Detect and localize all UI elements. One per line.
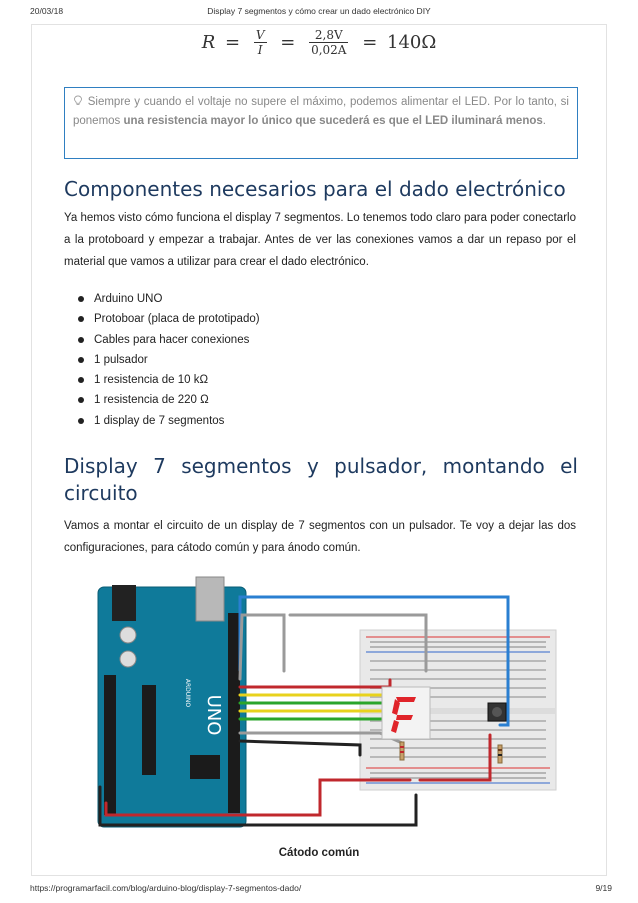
- resistor-220: [400, 742, 404, 760]
- formula-lhs: R: [201, 32, 216, 53]
- formula-frac1-num: V: [255, 28, 265, 42]
- circuit-illustration: [90, 575, 560, 840]
- formula-eq3: =: [362, 32, 378, 53]
- tip-callout: [64, 87, 578, 159]
- figure-caption: Cátodo común: [278, 847, 360, 859]
- section-heading-circuit: Display 7 segmentos y pulsador, montando el circuito: [64, 454, 578, 505]
- list-item: 1 resistencia de 10 kΩ: [64, 370, 260, 390]
- components-list: [64, 289, 260, 431]
- list-item: 1 resistencia de 220 Ω: [64, 390, 260, 410]
- tip-text: Siempre y cuando el voltaje no supere el máximo, podemos alimentar el LED. Por lo tanto, si ponemos: [73, 96, 569, 127]
- seven-segment-display: [382, 687, 430, 739]
- list-item: Protoboar (placa de prototipado): [64, 309, 260, 329]
- formula-fraction-vi: [254, 28, 267, 57]
- board-brand-label: ARDUINO: [184, 678, 191, 708]
- formula-eq2: =: [280, 32, 296, 53]
- print-date: 20/03/18: [30, 6, 64, 16]
- print-doc-title: Display 7 segmentos y cómo crear un dado electrónico DIY: [207, 6, 431, 16]
- list-item: Arduino UNO: [64, 289, 260, 309]
- list-item: Cables para hacer conexiones: [64, 330, 260, 350]
- resistor-10k: [498, 745, 502, 763]
- circuit-paragraph: Vamos a montar el circuito de un display de 7 segmentos con un pulsador. Te voy a dejar las dos configuraciones, para cátodo común y para ánodo común.: [64, 520, 576, 554]
- wire-black-short: [240, 741, 360, 755]
- print-page-number: 9/19: [595, 883, 612, 893]
- components-paragraph: Ya hemos visto cómo funciona el display 7 segmentos. Lo tenemos todo claro para poder conectarlo a la protoboard y empezar a trabajar. Antes de ver las conexiones vamos a dar un repaso por el material que vamos a utilizar para crear el dado electrónico.: [64, 212, 576, 268]
- formula-frac2-den: 0,02A: [311, 43, 347, 57]
- arduino-board: [98, 577, 246, 827]
- lightbulb-icon: [73, 95, 83, 106]
- formula-eq1: =: [225, 32, 241, 53]
- board-model-label: UNO: [203, 694, 224, 736]
- formula-frac1-den: I: [257, 43, 263, 57]
- formula-fraction-values: [309, 28, 348, 57]
- formula-result: 140Ω: [387, 32, 437, 53]
- print-url: https://programarfacil.com/blog/arduino-blog/display-7-segmentos-dado/: [30, 883, 302, 893]
- print-header: [0, 6, 638, 20]
- wire-gray-1: [240, 615, 284, 679]
- formula-frac2-num: 2,8V: [309, 28, 348, 43]
- section-heading-components: Componentes necesarios para el dado electrónico: [64, 177, 566, 201]
- list-item: 1 pulsador: [64, 350, 260, 370]
- tip-text-bold: una resistencia mayor lo único que sucederá es que el LED iluminará menos: [123, 115, 543, 127]
- resistance-formula: [0, 28, 638, 57]
- list-item: 1 display de 7 segmentos: [64, 411, 260, 431]
- tip-text-end: .: [542, 115, 546, 127]
- pushbutton: [488, 703, 506, 721]
